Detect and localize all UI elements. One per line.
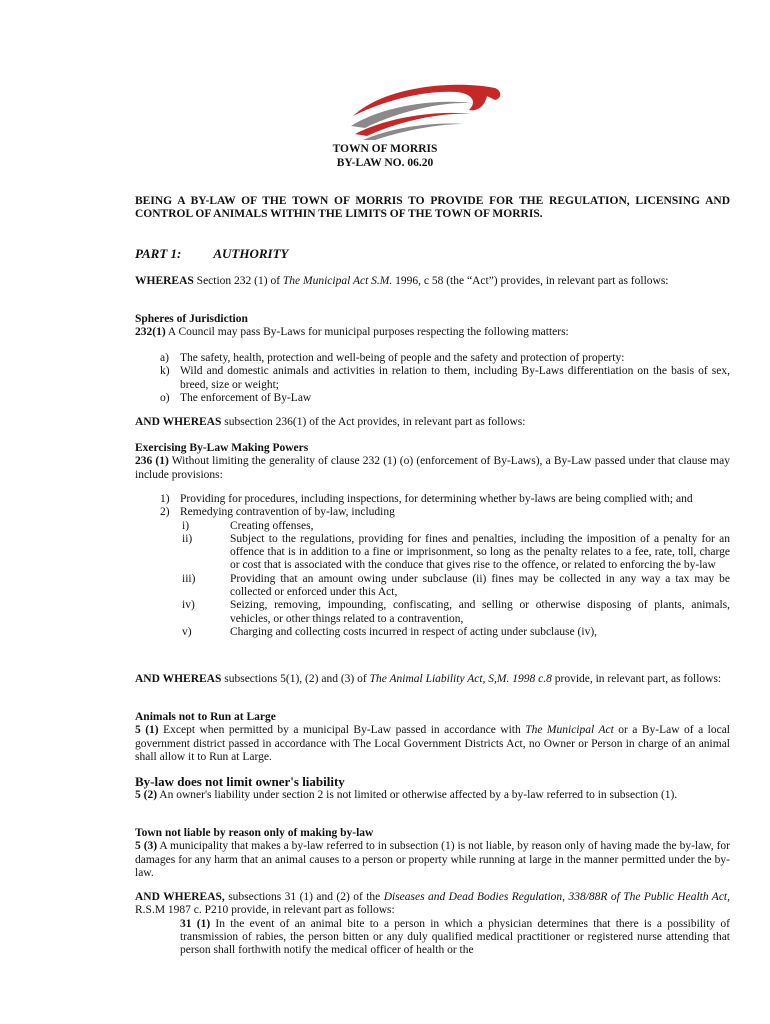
document-title: BEING A BY-LAW OF THE TOWN OF MORRIS TO PROVIDE FOR THE REGULATION, LICENSING AND CONTROL OF ANIMALS WITHIN THE LIMITS OF THE TOWN OF MORRIS. (135, 195, 730, 221)
whereas-text-pre: Section 232 (1) of (193, 275, 283, 287)
town-name: TOWN OF MORRIS (332, 143, 438, 155)
whereas-subsection-236 (135, 416, 730, 429)
section-heading: Town not liable by reason only of making by-law (135, 827, 374, 839)
sub-list-item (135, 533, 730, 573)
section-body (135, 326, 730, 339)
sub-list-item-text: Charging and collecting costs incurred in respect of acting under subclause (iv), (230, 625, 598, 638)
list-item-text: The safety, health, protection and well-being of people and the safety and protection of property: (180, 352, 625, 364)
list-item-label: 1) (160, 493, 170, 505)
sub-list-item-label: ii) (182, 532, 193, 545)
section-number: 31 (1) (180, 917, 211, 930)
section-text: Without limiting the generality of clause 232 (1) (o) (enforcement of By-Laws), a By-Law passed under that clause may include provisions: (135, 455, 730, 481)
section-body (135, 789, 730, 802)
municipal-act-citation: The Municipal Act (525, 724, 614, 737)
list-item (135, 493, 730, 506)
section-number: 5 (2) (135, 789, 158, 801)
list-item-text: Remedying contravention of by-law, including (180, 506, 395, 519)
municipal-act-citation: The Municipal Act S.M. (282, 275, 393, 287)
list-item (135, 392, 730, 405)
sub-list-item-label: iv) (182, 599, 195, 612)
list-item-label: k) (160, 365, 170, 378)
section-heading: Animals not to Run at Large (135, 711, 276, 723)
section-heading: By-law does not limit owner's liability (135, 774, 345, 789)
section-text: A Council may pass By-Laws for municipal purposes respecting the following matters: (165, 326, 569, 339)
public-health-act-citation: Diseases and Dead Bodies Regulation, 338/88R of The Public Health Act, (383, 891, 731, 903)
list-item-text: Providing for procedures, including inspections, for determining whether by-laws are being complied with; and (180, 493, 693, 505)
whereas-public-health-act (135, 891, 730, 957)
spheres-list (135, 352, 730, 405)
sub-list-item (135, 626, 730, 639)
list-item-text: The enforcement of By-Law (180, 391, 312, 404)
sub-list-item-label: v) (182, 625, 192, 638)
section-heading: Spheres of Jurisdiction (135, 313, 248, 325)
whereas-text-post: R.S.M 1987 c. P210 provide, in relevant part as follows: (135, 904, 395, 917)
town-logo-horse-icon (345, 76, 505, 140)
list-item (135, 506, 730, 519)
sub-list-item-text: Seizing, removing, impounding, confiscating, and selling or otherwise disposing of plants, animals, vehicles, or other things related to a contravention, (230, 599, 730, 625)
whereas-text: subsection 236(1) of the Act provides, in relevant part as follows: (221, 416, 526, 428)
owner-liability-section (135, 775, 730, 802)
whereas-text-post: provide, in relevant part, as follows: (551, 673, 722, 685)
town-not-liable-section (135, 827, 730, 880)
whereas-label: WHEREAS (135, 275, 194, 287)
section-body (135, 724, 730, 764)
list-item (135, 365, 730, 392)
list-item-label: 2) (160, 506, 170, 519)
whereas-animal-liability-act (135, 673, 730, 686)
sub-list-item-text: Subject to the regulations, providing for fines and penalties, including the imposition of a penalty for an offence that is in addition to a fine or imprisonment, so long as the penalty relates to a fee, rate, toll, charge or cost that is associated with the conduce that gives rise to the offence, or related to enforcing the by-law (230, 532, 730, 572)
section-number: 232(1) (135, 326, 166, 339)
section-body (135, 840, 730, 880)
animals-run-at-large-section (135, 711, 730, 764)
section-body (135, 455, 730, 482)
section-number: 5 (1) (135, 724, 159, 737)
exercising-section (135, 442, 730, 482)
section-text-post: or a By-Law of a local government district passed in accordance with The Local Government Districts Act, no Owner or Person in charge of an animal shall allow it to Run at Large. (135, 724, 730, 763)
sub-list-item (135, 520, 730, 533)
whereas-municipal-act (135, 275, 730, 288)
sub-list-item (135, 573, 730, 600)
list-item-text: Wild and domestic animals and activities in relation to them, including By-Laws differentiation on the basis of sex, breed, size or weight; (180, 365, 730, 391)
list-item-label: o) (160, 391, 170, 404)
whereas-text-post: 1996, c 58 (the “Act”) provides, in relevant part as follows: (392, 275, 669, 287)
whereas-paragraph (135, 891, 730, 918)
section-text: In the event of an animal bite to a person in which a physician determines that there is a possibility of transmission of rabies, the person bitten or any duly qualified medical practitioner or registered nurse attending that person shall forthwith notify the medical officer of health or the (180, 917, 730, 957)
sub-list-item (135, 599, 730, 626)
section-text: An owner's liability under section 2 is not limited or otherwise affected by a by-law referred to in subsection (1). (157, 789, 678, 801)
list-item (135, 352, 730, 365)
whereas-text-pre: subsections 31 (1) and (2) of the (224, 891, 384, 903)
section-number: 5 (3) (135, 840, 158, 853)
part-label: PART 1: (135, 246, 182, 261)
section-heading: Exercising By-Law Making Powers (135, 442, 309, 454)
section-body (135, 918, 730, 958)
sub-list-item-text: Creating offenses, (230, 519, 314, 532)
sub-list-item-label: iii) (182, 572, 196, 585)
sub-list-item-label: i) (182, 519, 190, 532)
whereas-label: AND WHEREAS (135, 673, 222, 685)
part-title: AUTHORITY (213, 246, 289, 261)
list-item-label: a) (160, 352, 169, 364)
sub-list-item-text: Providing that an amount owing under subclause (ii) fines may be collected in any way a tax may be collected or enforced under this Act, (230, 572, 730, 599)
section-number: 236 (1) (135, 455, 169, 468)
animal-liability-act-citation: The Animal Liability Act, S,M. 1998 c.8 (369, 673, 552, 685)
bylaw-number: BY-LAW NO. 06.20 (336, 157, 434, 169)
exercising-list (135, 493, 730, 639)
section-text-pre: Except when permitted by a municipal By-Law passed in accordance with (158, 724, 526, 737)
whereas-label: AND WHEREAS (135, 416, 222, 428)
part-heading (135, 246, 288, 262)
spheres-section (135, 313, 730, 340)
whereas-label: AND WHEREAS, (135, 891, 225, 903)
section-text: A municipality that makes a by-law referred to in subsection (1) is not liable, by reason only of having made the by-law, for damages for any harm that an animal causes to a person or property while running at large in the manner permitted under the by-law. (135, 840, 730, 879)
whereas-text-pre: subsections 5(1), (2) and (3) of (221, 673, 370, 685)
